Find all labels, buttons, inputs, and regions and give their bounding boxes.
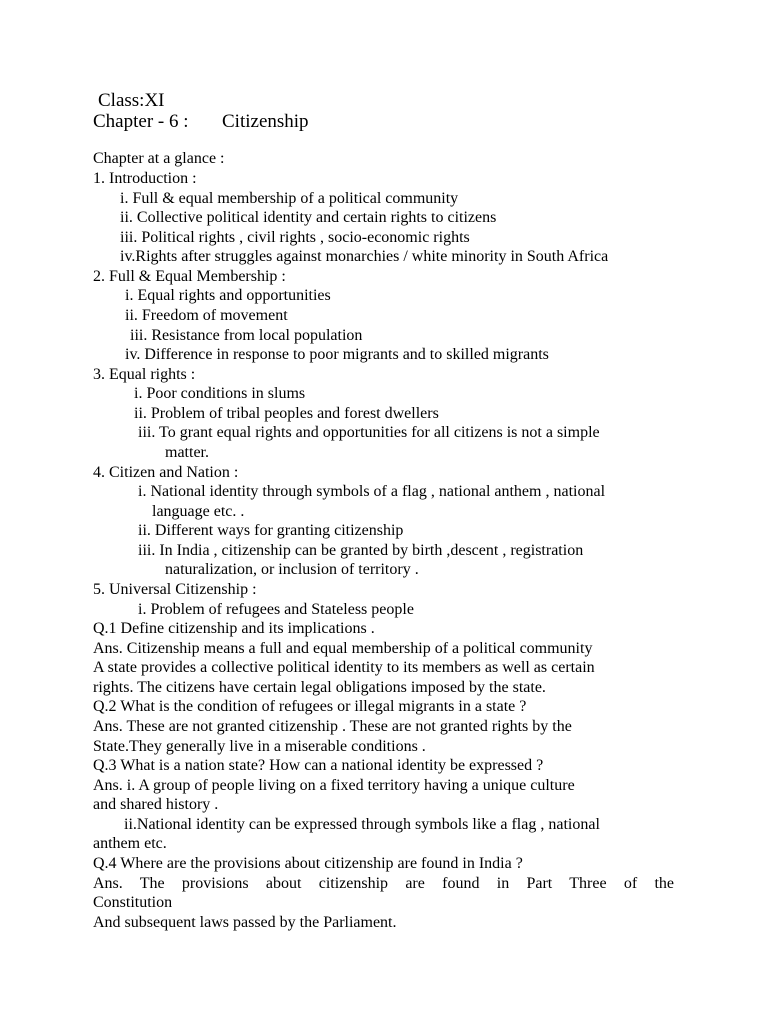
answer-1-line: A state provides a collective political identity to its members as well as certain (93, 659, 595, 676)
list-item: iv.Rights after struggles against monarchies / white minority in South Africa (120, 248, 609, 265)
list-item: i. National identity through symbols of a flag , national anthem , national (138, 483, 606, 500)
class-label: Class:XI (98, 90, 165, 111)
question-1: Q.1 Define citizenship and its implications . (93, 620, 375, 637)
question-3: Q.3 What is a nation state? How can a national identity be expressed ? (93, 757, 544, 774)
list-item: i. Full & equal membership of a political community (120, 190, 459, 207)
list-item: iii. To grant equal rights and opportunities for all citizens is not a simple (138, 424, 600, 441)
list-item: i. Equal rights and opportunities (125, 287, 331, 304)
glance-heading: Chapter at a glance : (93, 150, 225, 167)
answer-1-line: Ans. Citizenship means a full and equal membership of a political community (93, 640, 593, 657)
list-item: ii. Collective political identity and certain rights to citizens (120, 209, 497, 226)
answer-2-line: Ans. These are not granted citizenship . These are not granted rights by the (93, 718, 572, 735)
answer-4-line: Ans. The provisions about citizenship are found in Part Three of the (93, 875, 674, 892)
list-item: iii. Political rights , civil rights , socio-economic rights (120, 229, 470, 246)
answer-3-line: anthem etc. (93, 835, 167, 852)
answer-1-line: rights. The citizens have certain legal obligations imposed by the state. (93, 679, 546, 696)
answer-3-line: Ans. i. A group of people living on a fixed territory having a unique culture (93, 777, 575, 794)
section-title-introduction: 1. Introduction : (93, 170, 197, 187)
answer-4-line: And subsequent laws passed by the Parliament. (93, 914, 397, 931)
list-item: iii. In India , citizenship can be granted by birth ,descent , registration (138, 542, 584, 559)
section-title-membership: 2. Full & Equal Membership : (93, 268, 286, 285)
answer-4-line: Constitution (93, 894, 173, 911)
section-title-universal: 5. Universal Citizenship : (93, 581, 257, 598)
list-item-continuation: naturalization, or inclusion of territory . (165, 561, 419, 578)
list-item: ii. Freedom of movement (125, 307, 288, 324)
chapter-label: Chapter - 6 : (93, 111, 189, 132)
list-item: i. Problem of refugees and Stateless people (138, 601, 414, 618)
question-4: Q.4 Where are the provisions about citizenship are found in India ? (93, 855, 523, 872)
list-item-continuation: language etc. . (152, 503, 245, 520)
answer-2-line: State.They generally live in a miserable conditions . (93, 738, 426, 755)
list-item: ii. Problem of tribal peoples and forest dwellers (134, 405, 439, 422)
list-item: iv. Difference in response to poor migrants and to skilled migrants (125, 346, 549, 363)
list-item: ii. Different ways for granting citizenship (138, 522, 404, 539)
answer-3-line: ii.National identity can be expressed through symbols like a flag , national (124, 816, 600, 833)
answer-3-line: and shared history . (93, 796, 219, 813)
section-title-citizen-nation: 4. Citizen and Nation : (93, 464, 239, 481)
question-2: Q.2 What is the condition of refugees or illegal migrants in a state ? (93, 698, 527, 715)
section-title-equal-rights: 3. Equal rights : (93, 366, 196, 383)
chapter-title: Citizenship (222, 111, 309, 132)
list-item: iii. Resistance from local population (130, 327, 363, 344)
list-item-continuation: matter. (165, 444, 209, 461)
list-item: i. Poor conditions in slums (134, 385, 306, 402)
